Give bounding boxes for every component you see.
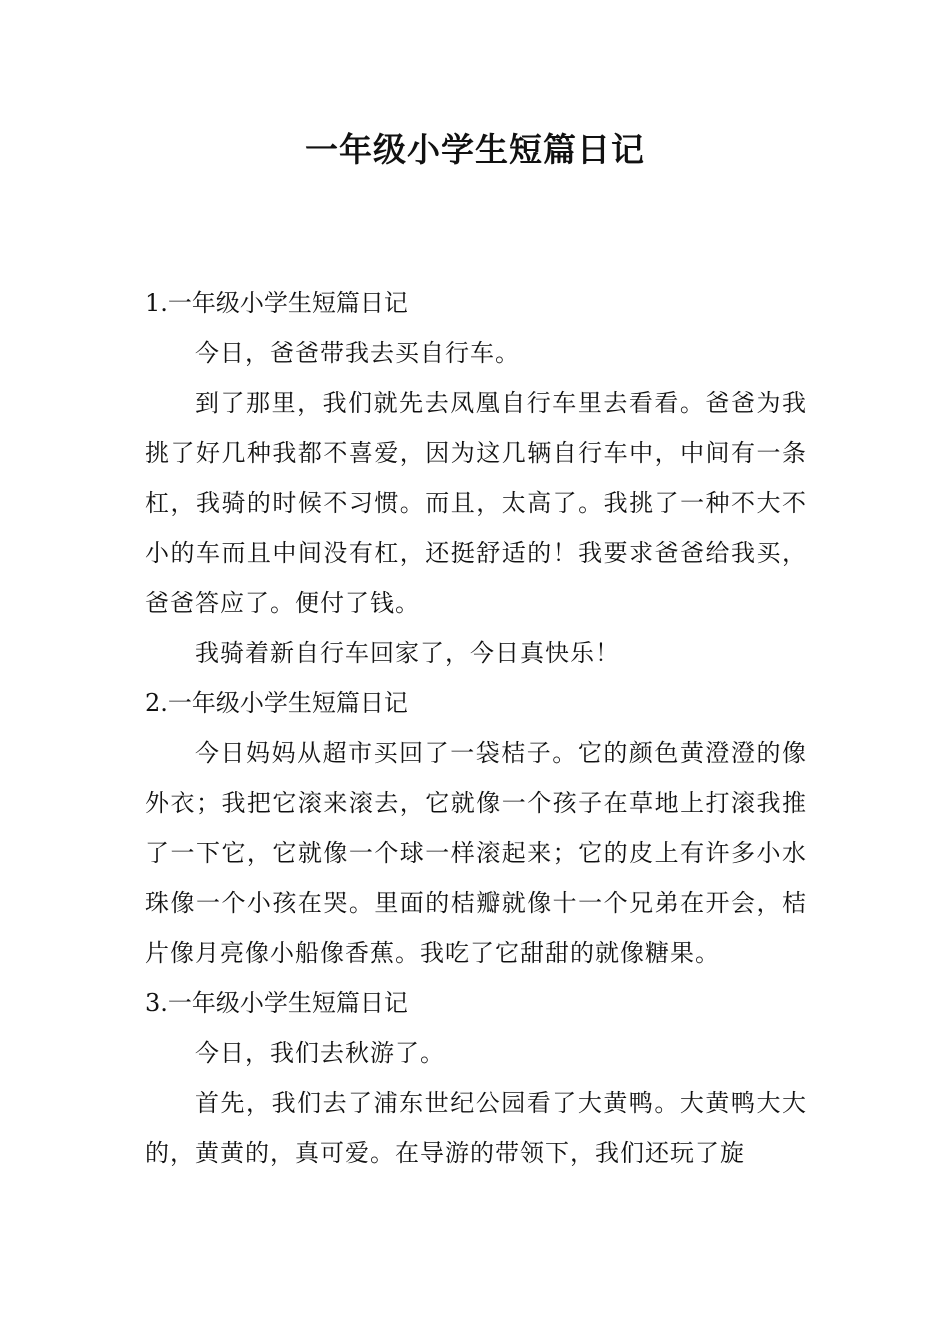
diary-section-1 <box>145 278 807 678</box>
section-heading: 1.一年级小学生短篇日记 <box>145 289 408 317</box>
section-heading: 2.一年级小学生短篇日记 <box>145 689 408 717</box>
document-body <box>145 278 807 1178</box>
paragraph: 今日，爸爸带我去买自行车。 <box>195 339 520 367</box>
diary-section-2 <box>145 678 807 978</box>
paragraph: 首先，我们去了浦东世纪公园看了大黄鸭。大黄鸭大大的，黄黄的，真可爱。在导游的带领下，我们还玩了旋 <box>145 1089 807 1167</box>
section-heading: 3.一年级小学生短篇日记 <box>145 989 408 1017</box>
diary-section-3 <box>145 978 807 1178</box>
document-title: 一年级小学生短篇日记 <box>305 130 645 169</box>
paragraph: 今日，我们去秋游了。 <box>195 1039 445 1067</box>
paragraph: 到了那里，我们就先去凤凰自行车里去看看。爸爸为我挑了好几种我都不喜爱，因为这几辆自行车中，中间有一条杠，我骑的时候不习惯。而且，太高了。我挑了一种不大不小的车而且中间没有杠，还挺舒适的！我要求爸爸给我买，爸爸答应了。便付了钱。 <box>145 389 807 617</box>
paragraph: 我骑着新自行车回家了，今日真快乐！ <box>195 639 620 667</box>
paragraph: 今日妈妈从超市买回了一袋桔子。它的颜色黄澄澄的像外衣；我把它滚来滚去，它就像一个孩子在草地上打滚我推了一下它，它就像一个球一样滚起来；它的皮上有许多小水珠像一个小孩在哭。里面的桔瓣就像十一个兄弟在开会，桔片像月亮像小船像香蕉。我吃了它甜甜的就像糖果。 <box>145 739 807 967</box>
